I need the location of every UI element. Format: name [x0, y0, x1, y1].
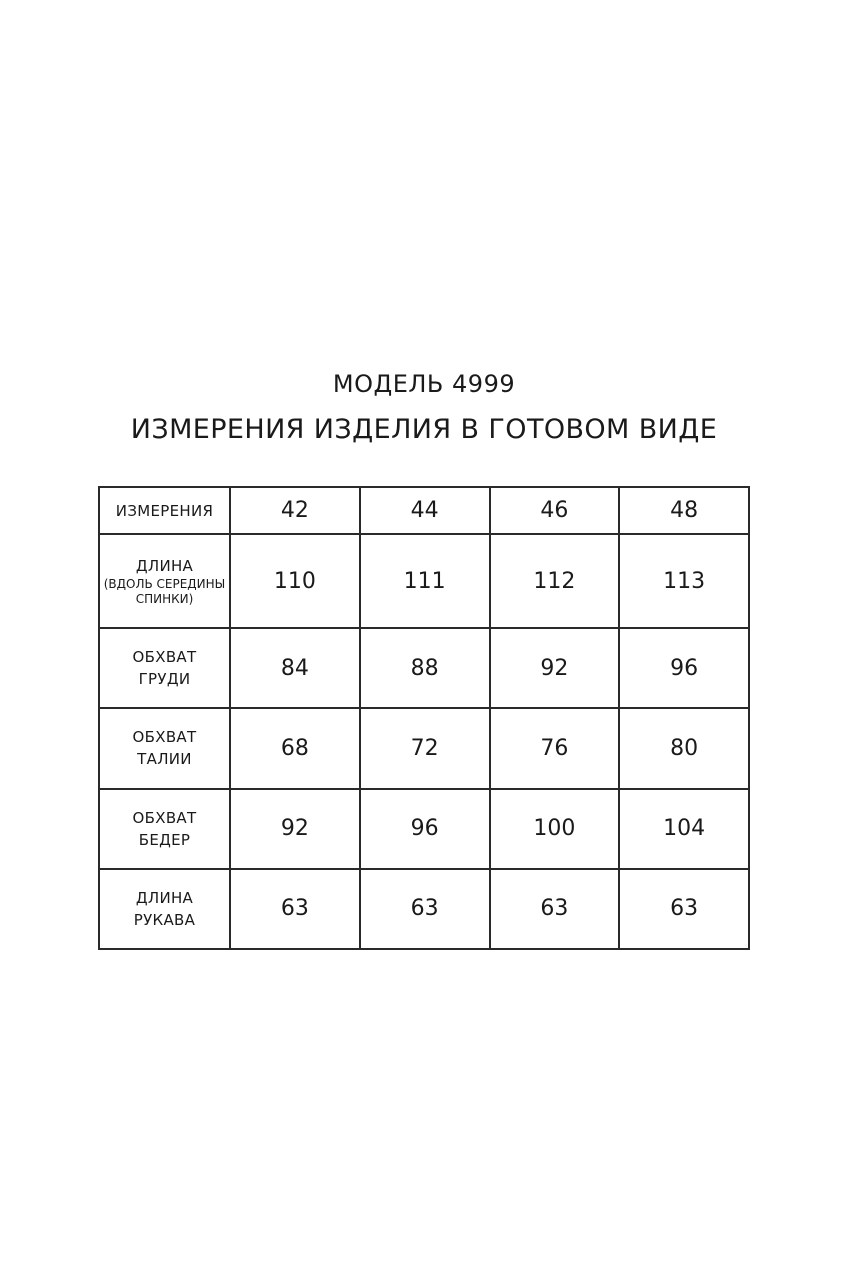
- row-label: ТАЛИИ: [137, 750, 192, 769]
- table-row: [99, 869, 749, 949]
- size-header-cell: 42: [230, 487, 360, 534]
- table-cell: 96: [360, 789, 490, 869]
- row-label: ДЛИНА: [135, 888, 194, 907]
- row-label: ГРУДИ: [138, 670, 191, 689]
- table-cell: 80: [619, 708, 749, 788]
- size-table: [98, 486, 750, 950]
- table-cell: 72: [360, 708, 490, 788]
- table-header-row: [99, 487, 749, 534]
- table-cell: 100: [490, 789, 620, 869]
- size-header-cell: 48: [619, 487, 749, 534]
- table-cell: 92: [230, 789, 360, 869]
- row-label: ОБХВАТ: [132, 728, 197, 747]
- header-label-cell: [99, 487, 230, 534]
- row-label-note: (ВДОЛЬ СЕРЕДИНЫ: [103, 577, 226, 592]
- table-cell: 104: [619, 789, 749, 869]
- table-cell: 112: [490, 534, 620, 628]
- row-label: ДЛИНА: [135, 557, 194, 576]
- table-cell: 96: [619, 628, 749, 708]
- row-label: БЕДЕР: [138, 830, 191, 849]
- table-row: [99, 789, 749, 869]
- table-row: [99, 534, 749, 628]
- row-label-cell: [99, 628, 230, 708]
- table-cell: 76: [490, 708, 620, 788]
- table-cell: 63: [490, 869, 620, 949]
- table-cell: 110: [230, 534, 360, 628]
- model-number: МОДЕЛЬ 4999: [332, 370, 516, 398]
- table-cell: 63: [360, 869, 490, 949]
- table-cell: 63: [619, 869, 749, 949]
- row-label: ОБХВАТ: [132, 648, 197, 667]
- table-row: [99, 628, 749, 708]
- row-label-cell: [99, 708, 230, 788]
- row-label-cell: [99, 534, 230, 628]
- row-label-cell: [99, 869, 230, 949]
- table-cell: 84: [230, 628, 360, 708]
- table-cell: 88: [360, 628, 490, 708]
- row-label: РУКАВА: [133, 910, 196, 929]
- table-cell: 92: [490, 628, 620, 708]
- table-cell: 63: [230, 869, 360, 949]
- header-label: ИЗМЕРЕНИЯ: [115, 501, 214, 520]
- table-cell: 111: [360, 534, 490, 628]
- row-label: ОБХВАТ: [132, 808, 197, 827]
- table-cell: 113: [619, 534, 749, 628]
- page-title: ИЗМЕРЕНИЯ ИЗДЕЛИЯ В ГОТОВОМ ВИДЕ: [130, 414, 718, 445]
- row-label-cell: [99, 789, 230, 869]
- table-row: [99, 708, 749, 788]
- row-label-note: СПИНКИ): [135, 592, 194, 607]
- table-cell: 68: [230, 708, 360, 788]
- size-header-cell: 46: [490, 487, 620, 534]
- size-header-cell: 44: [360, 487, 490, 534]
